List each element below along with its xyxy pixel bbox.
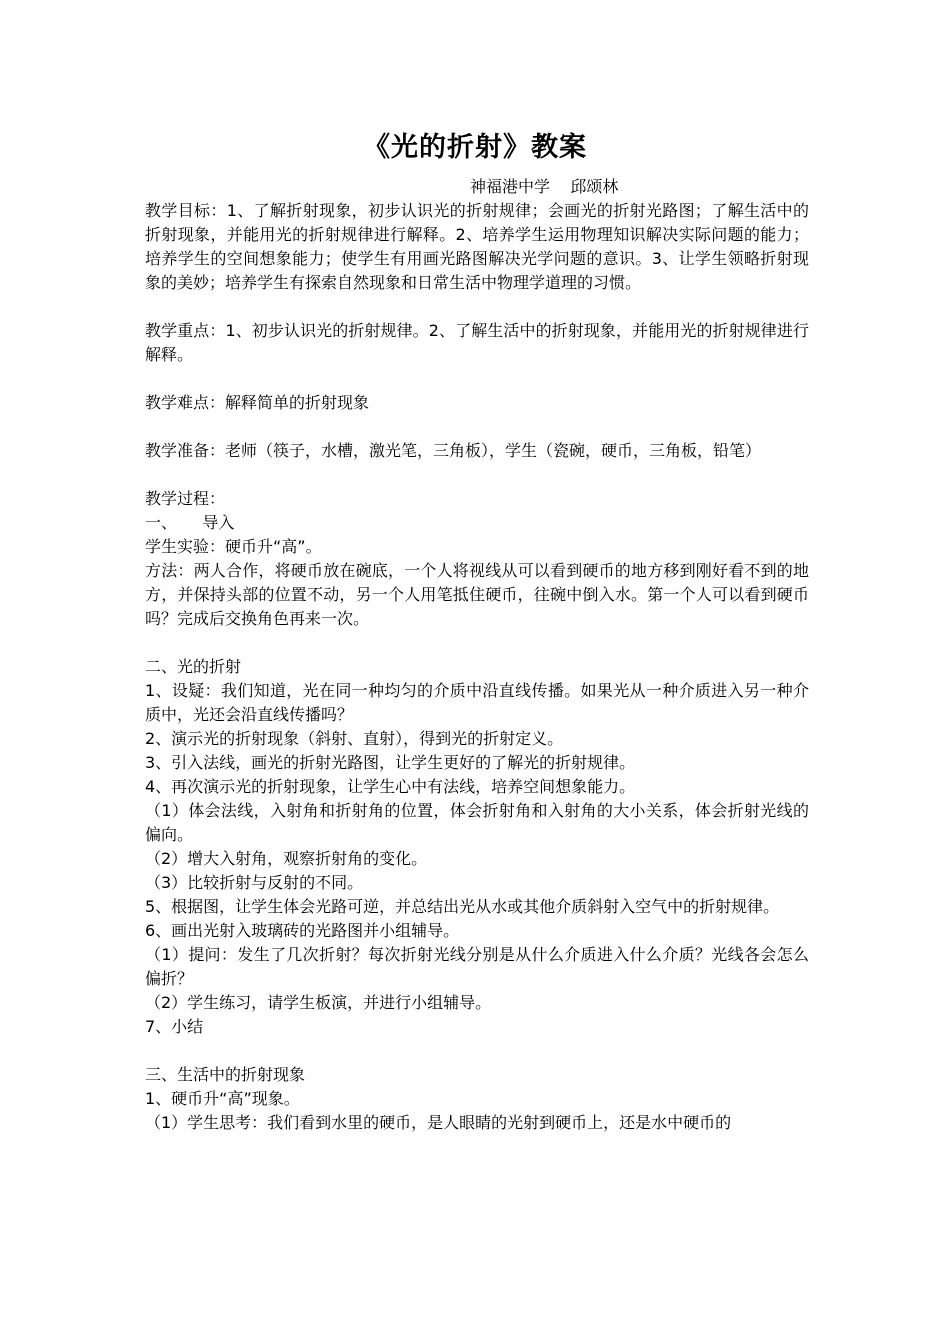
paragraph: 5、根据图，让学生体会光路可逆，并总结出光从水或其他介质斜射入空气中的折射规律。 — [145, 897, 780, 916]
paragraph: 2、演示光的折射现象（斜射、直射），得到光的折射定义。 — [145, 729, 564, 748]
paragraph: （1）提问：发生了几次折射？每次折射光线分别是从什么介质进入什么介质？光线各会怎么偏折？ — [145, 945, 809, 988]
paragraph: 学生实验：硬币升“高”。 — [145, 537, 322, 556]
paragraph: 教学过程： — [145, 489, 226, 508]
blank-line — [145, 1039, 809, 1063]
paragraph: 二、光的折射 — [145, 657, 242, 676]
paragraph: （2）增大入射角，观察折射角的变化。 — [145, 849, 428, 868]
blank-line — [145, 295, 809, 319]
blank-line — [145, 367, 809, 391]
paragraph: （2）学生练习，请学生板演，并进行小组辅导。 — [145, 993, 492, 1012]
paragraph: 教学难点：解释简单的折射现象 — [145, 393, 370, 412]
paragraph: 方法：两人合作，将硬币放在碗底，一个人将视线从可以看到硬币的地方移到刚好看不到的地方，并保持头部的位置不动，另一个人用笔抵住硬币，往碗中倒入水。第一个人可以看到硬币吗？完成后交换角色再来一次。 — [145, 561, 809, 628]
blank-line — [145, 463, 809, 487]
paragraph: 7、小结 — [145, 1017, 204, 1036]
paragraph: （1）体会法线，入射角和折射角的位置，体会折射角和入射角的大小关系，体会折射光线的偏向。 — [145, 801, 809, 844]
paragraph: 教学准备：老师（筷子，水槽，激光笔，三角板），学生（瓷碗，硬币，三角板，铅笔） — [145, 441, 762, 460]
blank-line — [145, 415, 809, 439]
paragraph: 4、再次演示光的折射现象，让学生心中有法线，培养空间想象能力。 — [145, 777, 636, 796]
paragraph: 三、生活中的折射现象 — [145, 1065, 306, 1084]
paragraph: 一、 导入 — [145, 513, 235, 532]
paragraph: 1、设疑：我们知道，光在同一种均匀的介质中沿直线传播。如果光从一种介质进入另一种介质中，光还会沿直线传播吗？ — [145, 681, 809, 724]
paragraph: （1）学生思考：我们看到水里的硬币，是人眼睛的光射到硬币上，还是水中硬币的 — [145, 1113, 732, 1132]
paragraph: 1、硬币升“高”现象。 — [145, 1089, 300, 1108]
paragraph: 教学目标：1、了解折射现象，初步认识光的折射规律；会画光的折射光路图；了解生活中的折射现象，并能用光的折射规律进行解释。2、培养学生运用物理知识解决实际问题的能力；培养学生的空间想象能力；使学生有用画光路图解决光学问题的意识。3、让学生领略折射现象的美妙；培养学生有探索自然现象和日常生活中物理学道理的习惯。 — [145, 201, 809, 292]
paragraph: 教学重点：1、初步认识光的折射规律。2、了解生活中的折射现象，并能用光的折射规律进行解释。 — [145, 321, 809, 364]
blank-line — [145, 631, 809, 655]
document-body — [145, 199, 809, 1135]
paragraph: 3、引入法线，画光的折射光路图，让学生更好的了解光的折射规律。 — [145, 753, 636, 772]
author-line: 神福港中学 邱颂林 — [470, 177, 619, 196]
paragraph: （3）比较折射与反射的不同。 — [145, 873, 364, 892]
paragraph: 6、画出光射入玻璃砖的光路图并小组辅导。 — [145, 921, 460, 940]
document-title: 《光的折射》教案 — [363, 132, 587, 163]
